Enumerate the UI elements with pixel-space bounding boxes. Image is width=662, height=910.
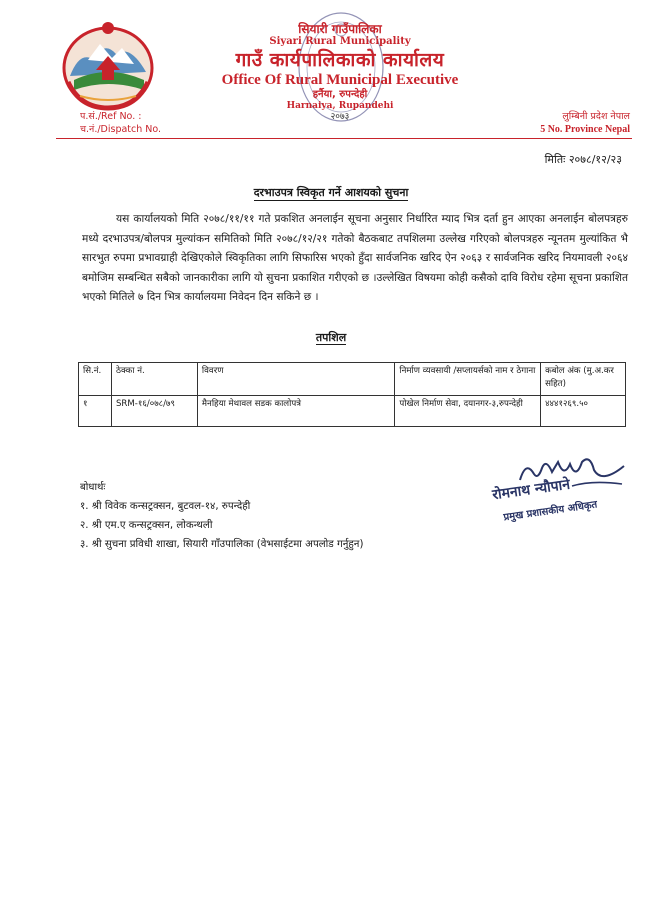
office-name-en: Office Of Rural Municipal Executive	[221, 72, 459, 88]
province-en: 5 No. Province Nepal	[540, 124, 630, 135]
cell-contract-no: SRM-१६/०७८/७९	[111, 396, 197, 427]
cell-bid-amount: ४४४१२६९.५०	[541, 396, 626, 427]
reference-block	[80, 110, 161, 136]
details-heading	[0, 330, 662, 345]
established-year: २०७३	[330, 112, 350, 122]
ref-number-label: प.सं./Ref No. :	[80, 111, 142, 122]
notice-title-text: दरभाउपत्र स्विकृत गर्ने आशयको सुचना	[253, 186, 409, 199]
notice-title	[0, 185, 662, 200]
cell-description: मैनहिया मेथावल सडक कालोपत्रे	[197, 396, 394, 427]
col-serial: सि.नं.	[79, 363, 112, 396]
dispatch-number-label: च.नं./Dispatch No.	[80, 124, 162, 135]
table-header-row	[79, 363, 626, 396]
col-description: विवरण	[197, 363, 394, 396]
cc-item: ३. श्री सुचना प्रविधी शाखा, सियारी गाँउपालिका (वेभसाईटमा अपलोड गर्नुहुन)	[80, 539, 364, 550]
cc-list	[80, 478, 363, 554]
province-np: लुम्बिनी प्रदेश नेपाल	[562, 111, 630, 122]
letter-date: मितिः २०७८/१२/२३	[544, 153, 622, 166]
notice-body: यस कार्यालयको मिति २०७८/११/११ गते प्रकशित अनलाईन सूचना अनुसार निर्धारित म्याद भित्र दर्ता हुन आएका अनलाईन बोलपत्रहरु मध्ये दरभाउपत्र/बोलपत्र मुल्यांकन समितिको मिति २०७८/१२/२१ गतेको बैठकबाट तपशिलमा उल्लेख गरिएको बोलपत्रहरु न्यूनतम मुल्यांकित भै सारभुत रुपमा प्रभावग्राही देखिएकोले स्विकृतिका लागि सिफारिस भएको हुँदा सार्वजनिक खरिद ऐन २०६३ र सार्वजनिक खरिद नियमावली २०६४ बमोजिम सम्बन्धित सबैको जानकारीका लागि यो सुचना प्रकाशित गरीएको छ ।उल्लेखित विषयमा कोही कसैको दावि विरोध रहेमा सूचना प्रकाशित भएको मितिले ७ दिन भित्र कार्यालयमा निवेदन दिन सकिने छ ।	[82, 213, 628, 303]
province-block	[540, 110, 630, 136]
municipality-name-np: सियारी गाउँपालिका	[298, 22, 382, 36]
cc-item: १. श्री विवेक कन्सट्रक्सन, बुटवल-१४, रुपन्देही	[80, 501, 251, 512]
letterhead	[180, 22, 500, 123]
col-bid-amount: कबोल अंक (मु.अ.कर सहित)	[541, 363, 626, 396]
municipality-name-en: Siyari Rural Municipality	[269, 36, 411, 47]
details-heading-text: तपशिल	[315, 331, 347, 344]
col-contractor: निर्माण व्यवसायी /सप्लायर्सको नाम र ठेगाना	[395, 363, 541, 396]
cc-label: बोधार्थः	[80, 482, 106, 493]
cell-contractor: पोखेल निर्माण सेवा, दयानगर-३,रुपन्देही	[395, 396, 541, 427]
location-en: Harnaiya, Rupandehi	[286, 101, 394, 111]
table-row	[79, 396, 626, 427]
nepal-emblem-icon	[60, 20, 156, 112]
cell-serial: १	[79, 396, 112, 427]
signatory-name: रोमनाथ न्यौपाने	[491, 476, 571, 504]
col-contract-no: ठेक्का नं.	[111, 363, 197, 396]
office-name-np: गाउँ कार्यपालिकाको कार्यालय	[235, 49, 445, 71]
signatory-title: प्रमुख प्रशासकीय अधिकृत	[502, 499, 598, 524]
letterhead-divider	[56, 138, 632, 139]
location-np: हर्नैया, रुपन्देही	[312, 89, 368, 100]
details-table	[78, 362, 626, 427]
cc-item: २. श्री एम.ए कन्सट्रक्सन, लोकन्थली	[80, 520, 213, 531]
